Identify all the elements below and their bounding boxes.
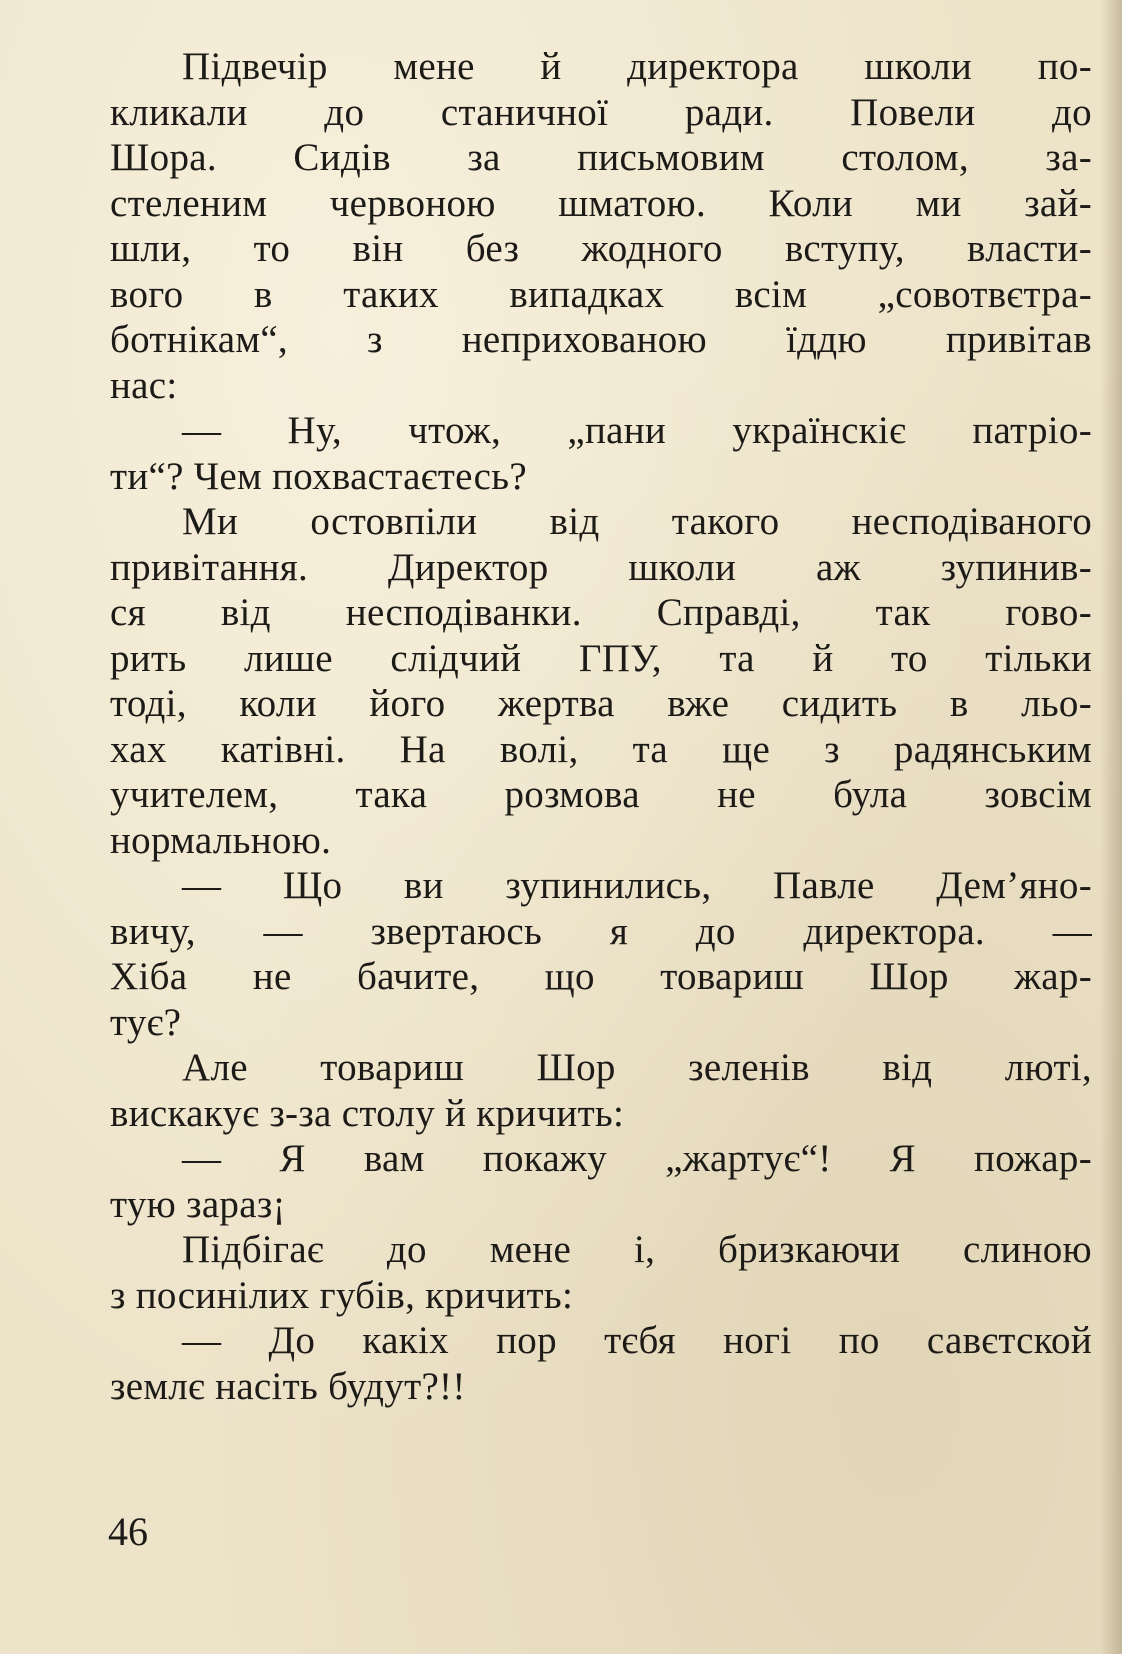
text-line: Хіба не бачите, що товариш Шор жар-	[110, 955, 1092, 998]
text-line: Підбігає до мене і, бризкаючи слиною	[182, 1228, 1092, 1271]
text-line: кликали до станичної ради. Повели до	[110, 90, 1092, 134]
text-line: рить лише слідчий ГПУ, та й то тільки	[110, 636, 1092, 680]
text-line: Але товариш Шор зеленів від люті,	[182, 1046, 1092, 1089]
text-line: землє насіть будут?!!	[110, 1364, 466, 1408]
page-number: 46	[108, 1509, 148, 1554]
text-line: вискакує з-за столу й кричить:	[110, 1091, 625, 1135]
text-line: — До какіх пор тєбя ногі по савєтской	[182, 1319, 1092, 1362]
text-line: нас:	[110, 363, 178, 407]
text-line: ботнікам“, з неприхованою їддю привітав	[110, 318, 1092, 361]
text-line: — Що ви зупинились, Павле Дем’яно-	[182, 864, 1092, 907]
text-line: тоді, коли його жертва вже сидить в льо-	[110, 682, 1092, 725]
text-line: вого в таких випадках всім „совотвєтра-	[110, 272, 1092, 316]
text-line: Підвечір мене й директора школи по-	[182, 45, 1092, 88]
text-line: тую зараз¡	[110, 1182, 286, 1226]
text-line: шли, то він без жодного вступу, власти-	[110, 227, 1092, 270]
text-line: Ми остовпіли від такого несподіваного	[182, 500, 1092, 543]
text-line: вичу, — звертаюсь я до директора. —	[110, 909, 1092, 953]
page-edge-shadow	[1100, 0, 1122, 1654]
text-line: ти“? Чем похвастаєтесь?	[110, 454, 527, 498]
text-line: з посинілих губів, кричить:	[110, 1273, 574, 1317]
text-line: — Я вам покажу „жартує“! Я пожар-	[182, 1137, 1092, 1180]
text-line: учителем, така розмова не була зовсім	[110, 773, 1092, 816]
text-line: нормальною.	[110, 818, 332, 862]
text-line: стеленим червоною шматою. Коли ми зай-	[110, 181, 1092, 225]
text-line: хах катівні. На волі, та ще з радянським	[110, 727, 1092, 771]
text-line: ся від несподіванки. Справді, так гово-	[110, 591, 1092, 634]
text-line: — Ну, чтож, „пани українскіє патріо-	[182, 409, 1092, 452]
text-line: тує?	[110, 1000, 182, 1044]
text-line: Шора. Сидів за письмовим столом, за-	[110, 136, 1092, 179]
text-line: привітання. Директор школи аж зупинив-	[110, 545, 1092, 589]
body-text	[110, 44, 1092, 1409]
